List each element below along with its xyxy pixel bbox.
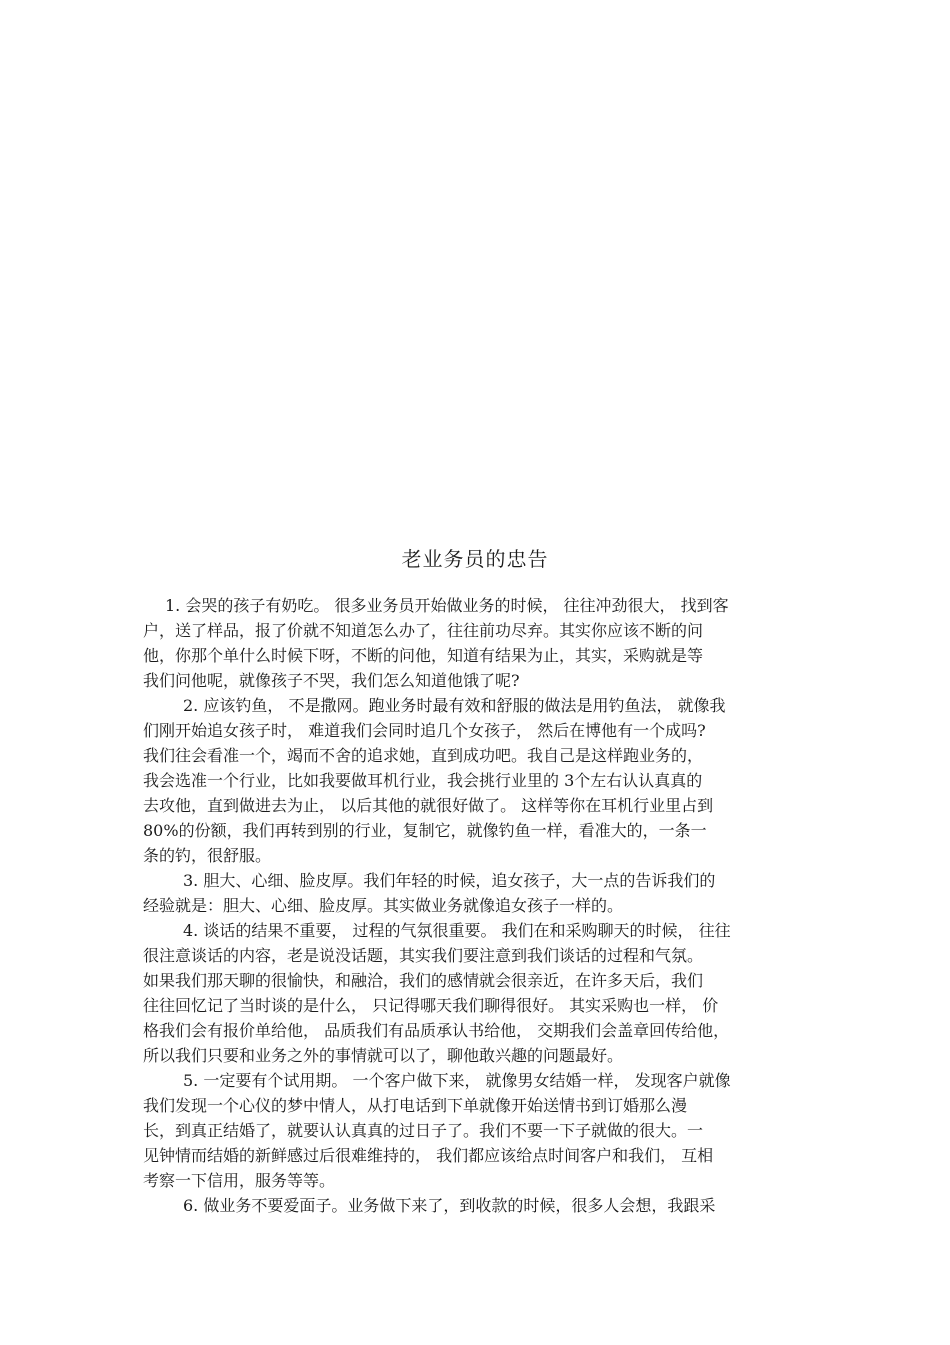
text-line: 我会选准一个行业，比如我要做耳机行业，我会挑行业里的 3个左右认认真真的 [143, 771, 703, 790]
text-line: 格我们会有报价单给他， 品质我们有品质承认书给他， 交期我们会盖章回传给他， [143, 1021, 730, 1040]
text-line: 3. 胆大、心细、脸皮厚。我们年轻的时候，追女孩子，大一点的告诉我们的 [183, 871, 716, 890]
text-line: 长，到真正结婚了，就要认认真真的过日子了。我们不要一下子就做的很大。一 [143, 1121, 704, 1140]
text-line: 4. 谈话的结果不重要， 过程的气氛很重要。 我们在和采购聊天的时候， 往往 [183, 921, 731, 940]
text-line: 条的钓，很舒服。 [143, 846, 272, 865]
text-line: 我们往会看准一个，竭而不舍的追求她，直到成功吧。我自己是这样跑业务的， [143, 746, 704, 765]
text-line: 很注意谈话的内容，老是说没话题，其实我们要注意到我们谈话的过程和气氛。 [143, 946, 704, 965]
text-line: 2. 应该钓鱼， 不是撒网。跑业务时最有效和舒服的做法是用钓鱼法， 就像我 [183, 696, 726, 715]
text-line: 他，你那个单什么时候下呀，不断的问他，知道有结果为止，其实，采购就是等 [143, 646, 704, 665]
text-line: 户，送了样品，报了价就不知道怎么办了，往往前功尽弃。其实你应该不断的问 [143, 621, 704, 640]
text-line: 去攻他，直到做进去为止， 以后其他的就很好做了。 这样等你在耳机行业里占到 [143, 796, 714, 815]
text-line: 考察一下信用，服务等等。 [143, 1171, 336, 1190]
text-line: 我们发现一个心仪的梦中情人，从打电话到下单就像开始送情书到订婚那么漫 [143, 1096, 688, 1115]
text-line: 5. 一定要有个试用期。 一个客户做下来， 就像男女结婚一样， 发现客户就像 [183, 1071, 731, 1090]
text-line: 们刚开始追女孩子时， 难道我们会同时追几个女孩子， 然后在博他有一个成吗? [143, 721, 706, 740]
text-line: 如果我们那天聊的很愉快，和融洽，我们的感情就会很亲近，在许多天后，我们 [143, 971, 704, 990]
text-line: 往往回忆记了当时谈的是什么， 只记得哪天我们聊得很好。 其实采购也一样， 价 [143, 996, 719, 1015]
text-line: 经验就是：胆大、心细、脸皮厚。其实做业务就像追女孩子一样的。 [143, 896, 624, 915]
text-line: 6. 做业务不要爱面子。业务做下来了，到收款的时候，很多人会想，我跟采 [183, 1196, 716, 1215]
text-line: 1. 会哭的孩子有奶吃。 很多业务员开始做业务的时候， 往往冲劲很大， 找到客 [165, 596, 729, 615]
text-line: 见钟情而结婚的新鲜感过后很难维持的， 我们都应该给点时间客户和我们， 互相 [143, 1146, 714, 1165]
text-line: 所以我们只要和业务之外的事情就可以了，聊他敢兴趣的问题最好。 [143, 1046, 624, 1065]
document-title: 老业务员的忠告 [401, 547, 549, 571]
text-line: 我们问他呢，就像孩子不哭，我们怎么知道他饿了呢? [143, 671, 520, 690]
text-line: 80%的份额，我们再转到别的行业，复制它，就像钓鱼一样，看准大的，一条一 [143, 821, 707, 840]
